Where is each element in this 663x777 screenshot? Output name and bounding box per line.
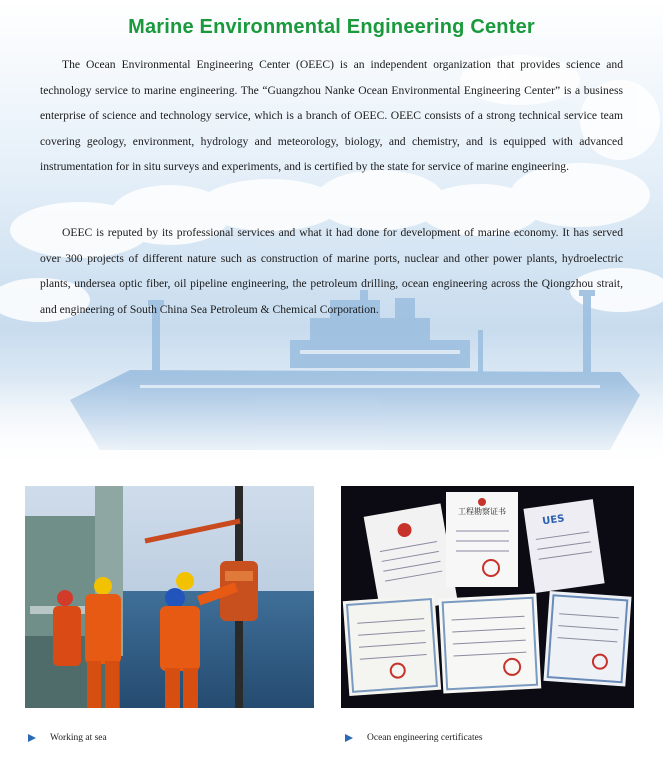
caption-text: Ocean engineering certificates — [367, 733, 483, 743]
ues-logo-text: UES — [541, 513, 566, 528]
reputation-paragraph: OEEC is reputed by its professional services and what it had done for development of marine economy. It has served over 300 projects of different nature such as construction of marine ports, nuclear and other power plants, hydroelectric plants, undersea optic fiber, oil pipeline engineering, the petroleum drilling, ocean engineering across the Qiongzhou strait, and engineering of South China Sea Petroleum & Chemical Corporation. — [40, 226, 623, 316]
working-at-sea-photo — [25, 486, 314, 708]
page-title: Marine Environmental Engineering Center — [128, 16, 535, 38]
caption-text: Working at sea — [50, 733, 107, 743]
intro-paragraph: The Ocean Environmental Engineering Center (OEEC) is an independent organization that provides science and technology service to marine engineering. The “Guangzhou Nanke Ocean Environmental Engineering Center” is a business enterprise of science and technology service, which is a branch of OEEC. OEEC consists of a strong technical service team covering geology, environment, hydrology and meteorology, biology, and chemistry, and is equipped with advanced instrumentation for in situ surveys and experiments, and is certified by the state for service of marine engineering. — [40, 58, 623, 174]
certificates-caption — [345, 733, 483, 743]
certificates-photo — [341, 486, 634, 708]
certificate-title-text: 工程勘察证书 — [458, 507, 506, 516]
working-at-sea-caption — [28, 733, 107, 743]
caption-arrow-icon — [28, 734, 36, 742]
caption-arrow-icon — [345, 734, 353, 742]
